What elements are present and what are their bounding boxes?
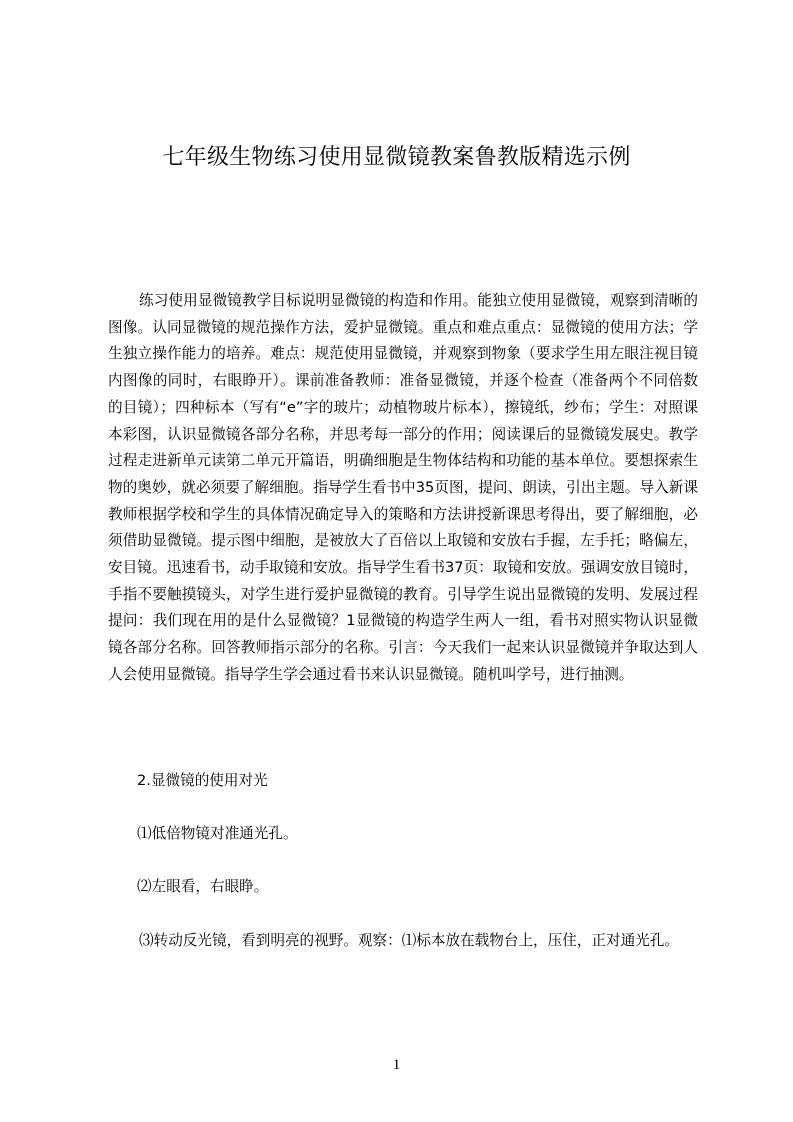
step-item-2: ⑵左眼看，右眼睁。 — [137, 878, 269, 895]
step-item-3: ⑶转动反光镜，看到明亮的视野。观察：⑴标本放在载物台上，压住，正对通光孔。 — [139, 932, 679, 949]
step-item-1: ⑴低倍物镜对准通光孔。 — [137, 825, 298, 842]
main-paragraph: 练习使用显微镜教学目标说明显微镜的构造和作用。能独立使用显微镜，观察到清晰的图像。认同显微镜的规范操作方法，爱护显微镜。重点和难点重点：显微镜的使用方法；学生独立操作能力的培养。难点：规范使用显微镜，并观察到物象（要求学生用左眼注视目镜内图像的同时，右眼睁开）。课前准备教师：准备显微镜，并逐个检查（准备两个不同倍数的目镜）；四种标本（写有“e”字的玻片；动植物玻片标本），擦镜纸，纱布；学生：对照课本彩图，认识显微镜各部分名称，并思考每一部分的作用；阅读课后的显微镜发展史。教学过程走进新单元读第二单元开篇语，明确细胞是生物体结构和功能的基本单位。要想探索生物的奥妙，就必须要了解细胞。指导学生看书中35页图，提问、朗读，引出主题。导入新课教师根据学校和学生的具体情况确定导入的策略和方法讲授新课思考得出，要了解细胞，必须借助显微镜。提示图中细胞，是被放大了百倍以上取镜和安放右手握，左手托；略偏左，安目镜。迅速看书，动手取镜和安放。指导学生看书37页：取镜和安放。强调安放目镜时，手指不要触摸镜头，对学生进行爱护显微镜的教育。引导学生说出显微镜的发明、发展过程提问：我们现在用的是什么显微镜？1显微镜的构造学生两人一组，看书对照实物认识显微镜各部分名称。回答教师指示部分的名称。引言：今天我们一起来认识显微镜并争取达到人人会使用显微镜。指导学生学会通过看书来认识显微镜。随机叫学号，进行抽测。 — [108, 292, 698, 683]
section-heading-focusing: 2.显微镜的使用对光 — [137, 772, 268, 789]
page-title: 七年级生物练习使用显微镜教案鲁教版精选示例 — [162, 145, 631, 170]
page-number: 1 — [392, 1057, 401, 1073]
